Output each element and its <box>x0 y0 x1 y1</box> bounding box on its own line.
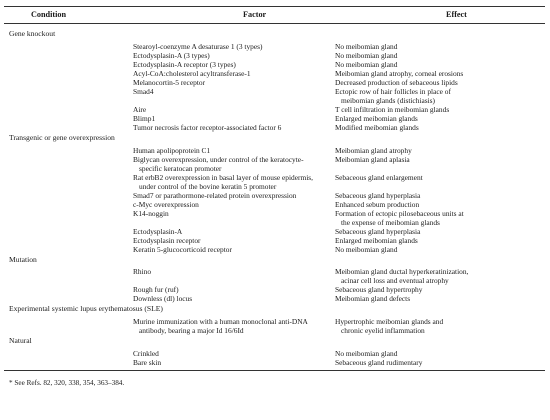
factor-cell: Keratin 5-glucocorticoid receptor <box>133 244 232 254</box>
header-factor: Factor <box>243 10 267 19</box>
factor-cell: specific keratocan promoter <box>139 163 222 173</box>
effect-cell: meibomian glands (distichiasis) <box>341 95 436 105</box>
header-condition: Condition <box>31 10 67 19</box>
effect-cell: Meibomian gland atrophy <box>335 145 412 155</box>
effect-cell: Modified meibomian glands <box>335 122 419 132</box>
effect-cell: No meibomian gland <box>335 41 398 51</box>
factor-cell: Ectodysplasin-A (3 types) <box>133 50 210 60</box>
factor-cell: Acyl-CoA:cholesterol acyltransferase-1 <box>133 68 251 78</box>
factor-cell: antibody, bearing a major Id 16/6Id <box>139 326 244 336</box>
factor-cell: Ectodysplasin-A <box>133 226 183 236</box>
effect-cell: No meibomian gland <box>335 244 398 254</box>
effect-cell: T cell infiltration in meibomian glands <box>335 104 450 114</box>
factor-cell: Rough fur (ruf) <box>133 285 179 295</box>
effect-cell: Meibomian gland defects <box>335 294 411 304</box>
effect-cell: Meibomian gland ductal hyperkeratinization, <box>335 267 469 277</box>
effect-cell: Meibomian gland atrophy, corneal erosions <box>335 68 464 78</box>
header-effect: Effect <box>446 10 467 19</box>
effect-cell: No meibomian gland <box>335 349 398 358</box>
section-title: Experimental systemic lupus erythematosus (SLE) <box>9 304 163 314</box>
effect-cell: Meibomian gland aplasia <box>335 154 410 164</box>
factor-cell: Melanocortin-5 receptor <box>133 77 206 87</box>
effect-cell: Sebaceous gland hyperplasia <box>335 226 421 236</box>
effect-cell: Hypertrophic meibomian glands and <box>335 317 444 327</box>
factor-cell: Downless (dl) locus <box>133 294 193 304</box>
section-title: Transgenic or gene overexpression <box>9 132 115 142</box>
effect-cell: Enlarged meibomian glands <box>335 235 418 245</box>
section-title: Natural <box>9 336 32 346</box>
factor-cell: Blimp1 <box>133 113 156 123</box>
factor-cell: Ectodysplasin receptor <box>133 235 201 245</box>
effect-cell: Sebaceous gland enlargement <box>335 172 423 182</box>
factor-cell: Aire <box>133 104 147 114</box>
factor-cell: c-Myc overexpression <box>133 199 199 209</box>
effect-cell: Sebaceous gland hyperplasia <box>335 190 421 200</box>
factor-cell: Smad4 <box>133 86 154 96</box>
effect-cell: Formation of ectopic pilosebaceous units at <box>335 208 464 218</box>
factor-cell: Ectodysplasin-A receptor (3 types) <box>133 59 236 69</box>
factor-cell: Human apolipoprotein C1 <box>133 145 211 155</box>
effect-cell: Ectopic row of hair follicles in place of <box>335 86 451 96</box>
top-rule <box>4 6 545 7</box>
header-rule <box>4 23 545 24</box>
factor-cell: K14-noggin <box>133 208 169 218</box>
effect-cell: No meibomian gland <box>335 59 398 69</box>
effect-cell: No meibomian gland <box>335 50 398 60</box>
factor-cell: Rat erbB2 overexpression in basal layer of mouse epidermis, <box>133 172 313 182</box>
effect-cell: Sebaceous gland hypertrophy <box>335 285 423 295</box>
effect-cell: Enlarged meibomian glands <box>335 113 418 123</box>
effect-cell: Enhanced sebum production <box>335 199 420 209</box>
factor-cell: Stearoyl-coenzyme A desaturase 1 (3 types) <box>133 41 263 51</box>
factor-cell: Crinkled <box>133 349 159 358</box>
factor-cell: Bare skin <box>133 358 162 367</box>
section-title: Mutation <box>9 254 37 264</box>
section-title: Gene knockout <box>9 29 56 38</box>
bottom-rule <box>4 370 545 371</box>
factor-cell: Rhino <box>133 267 152 277</box>
factor-cell: Tumor necrosis factor receptor-associated factor 6 <box>133 122 282 132</box>
factor-cell: Smad7 or parathormone-related protein overexpression <box>133 190 297 200</box>
effect-cell: Sebaceous gland rudimentary <box>335 358 423 367</box>
effect-cell: chronic eyelid inflammation <box>341 326 425 336</box>
footnote: * See Refs. 82, 320, 338, 354, 363–384. <box>9 379 125 387</box>
effect-cell: acinar cell loss and eventual atrophy <box>341 276 449 286</box>
factor-cell: Murine immunization with a human monoclonal anti-DNA <box>133 317 308 327</box>
effect-cell: Decreased production of sebaceous lipids <box>335 77 458 87</box>
factor-cell: under control of the bovine keratin 5 promoter <box>139 181 277 191</box>
effect-cell: the expense of meibomian glands <box>341 217 440 227</box>
factor-cell: Biglycan overexpression, under control of the keratocyte- <box>133 154 304 164</box>
